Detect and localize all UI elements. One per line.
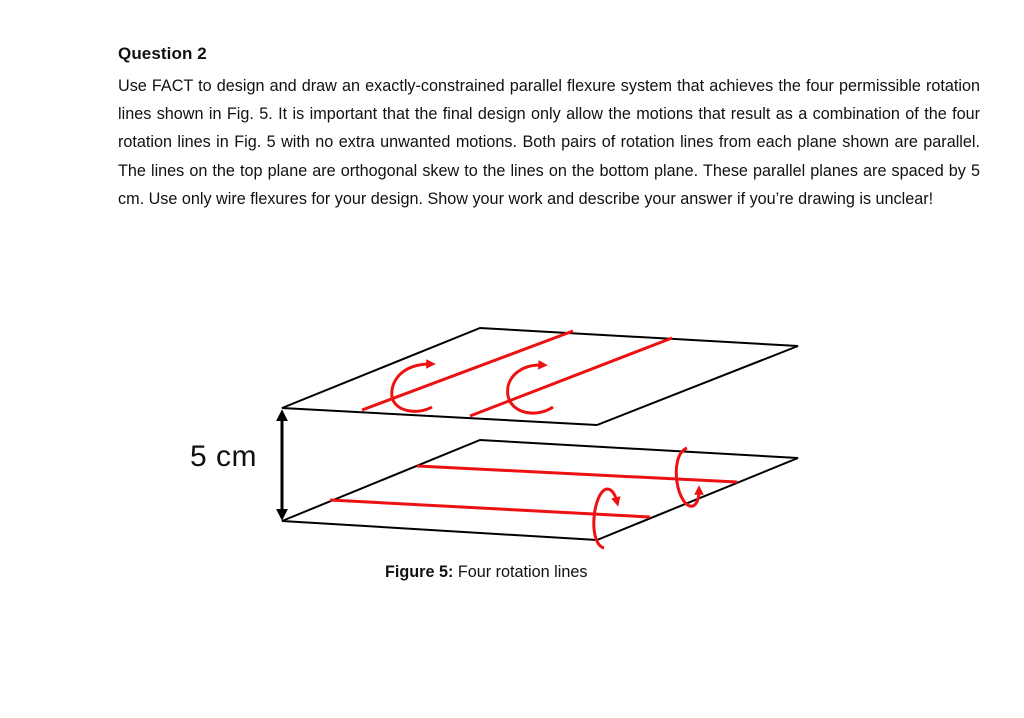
figure-caption-text: Four rotation lines bbox=[453, 563, 588, 581]
figure-caption-label: Figure 5: bbox=[385, 563, 454, 581]
bottom-rotation-arrow-2 bbox=[594, 489, 617, 548]
bottom-rotation-line-2 bbox=[330, 500, 650, 517]
bottom-rotation-line-1 bbox=[417, 466, 737, 482]
question-body: Use FACT to design and draw an exactly-constrained parallel flexure system that achieves the four permissible rotation lines shown in Fig. 5. It is important that the final design only allow the motions that result as a combination of the four rotation lines in Fig. 5 with no extra unwanted motions. Both pairs of rotation lines from each plane shown are parallel. The lines on the top plane are orthogonal skew to the lines on the bottom plane. These parallel planes are spaced by 5 cm. Use only wire flexures for your design. Show your work and describe your answer if you’re drawing is unclear! bbox=[118, 77, 980, 208]
bottom-plane bbox=[282, 440, 798, 540]
spacing-dimension-label: 5 cm bbox=[190, 440, 258, 473]
bottom-rotation-arrow-1 bbox=[676, 448, 699, 506]
question-title: Question 2 bbox=[118, 44, 207, 63]
top-rotation-line-2 bbox=[470, 338, 672, 416]
figure-caption bbox=[385, 563, 587, 582]
top-rotation-arrow-2 bbox=[508, 365, 553, 413]
top-rotation-arrow-1 bbox=[392, 364, 432, 411]
